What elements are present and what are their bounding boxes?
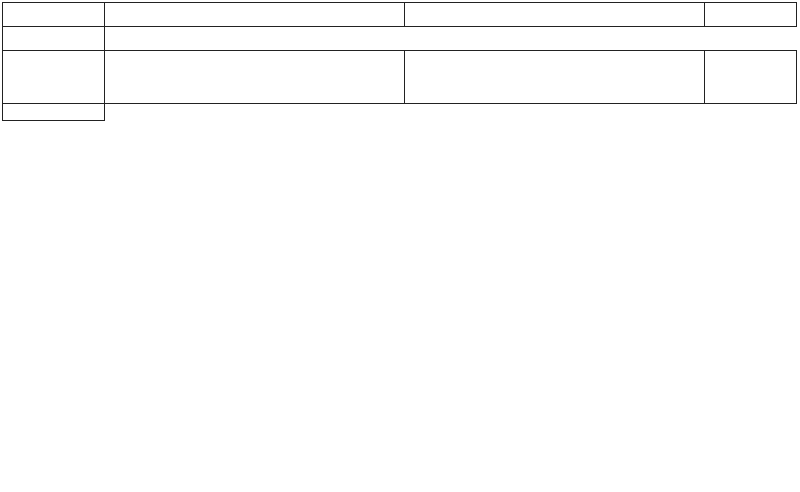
grade-3-header [105,3,405,27]
radiance-label [3,51,105,104]
legend-note-grade-3 [105,51,405,104]
transparency-label [3,3,105,27]
header-row-transparency [3,3,797,27]
radiation-table [2,2,797,121]
radiation-table-wrapper [2,2,797,121]
radiance-label-right [705,51,797,104]
header-row-orientation [3,27,797,51]
legend-note-grade-4 [405,51,705,104]
grade-4-header [405,3,705,27]
orientation-label-bottom [3,104,105,121]
footer-row-orientation [3,104,797,121]
orientation-label [3,27,105,51]
transparency-label-right [705,3,797,27]
header-row-radiance [3,51,797,104]
